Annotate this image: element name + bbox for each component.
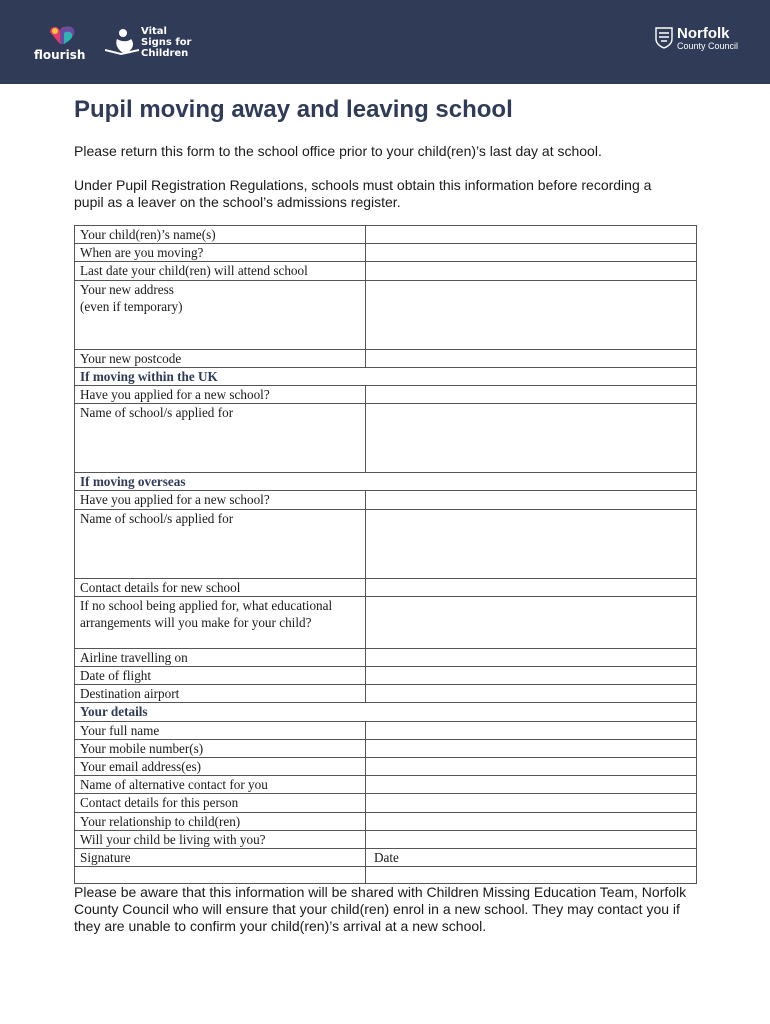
form-row <box>75 667 697 685</box>
date-field[interactable] <box>366 867 697 884</box>
section-heading-uk: If moving within the UK <box>75 367 697 385</box>
field-label: When are you moving? <box>75 244 366 262</box>
field-input[interactable] <box>366 721 697 739</box>
form-row <box>75 648 697 666</box>
field-label: Name of school/s applied for <box>75 404 366 473</box>
field-input[interactable] <box>366 578 697 596</box>
field-input[interactable] <box>366 812 697 830</box>
form-row <box>75 739 697 757</box>
field-label: Name of alternative contact for you <box>75 776 366 794</box>
form-row <box>75 404 697 473</box>
field-input[interactable] <box>366 739 697 757</box>
field-label: Airline travelling on <box>75 648 366 666</box>
form-row <box>75 721 697 739</box>
form-row <box>75 578 697 596</box>
form-row <box>75 262 697 280</box>
signature-field[interactable] <box>75 867 366 884</box>
form-row <box>75 685 697 703</box>
field-input[interactable] <box>366 509 697 578</box>
form-row <box>75 830 697 848</box>
section-row <box>75 367 697 385</box>
field-input[interactable] <box>366 667 697 685</box>
vital-signs-figure-icon <box>105 28 139 58</box>
field-input[interactable] <box>366 830 697 848</box>
norfolk-subtitle: County Council <box>677 41 739 51</box>
field-label: Date of flight <box>75 667 366 685</box>
field-label: Have you applied for a new school? <box>75 386 366 404</box>
date-label: Date <box>366 849 697 867</box>
form-row <box>75 280 697 349</box>
footer-paragraph: Please be aware that this information will be shared with Children Missing Education Team, Norfolk County Council who will ensure that your child(ren) enrol in a new school. They may contact you if they are unable to confirm your child(ren)’s arrival at a new school. <box>74 884 687 934</box>
intro-paragraph-2: Under Pupil Registration Regulations, schools must obtain this information before recording a pupil as a leaver on the school’s admissions register. <box>74 177 652 210</box>
field-input[interactable] <box>366 491 697 509</box>
vital-signs-wordmark: Vital Signs for Children <box>141 26 192 59</box>
field-input[interactable] <box>366 280 697 349</box>
intro-paragraph-1: Please return this form to the school office prior to your child(ren)’s last day at school. <box>74 143 602 159</box>
form-row <box>75 226 697 244</box>
form-row <box>75 349 697 367</box>
field-input[interactable] <box>366 244 697 262</box>
form-row <box>75 812 697 830</box>
field-input[interactable] <box>366 648 697 666</box>
norfolk-crest-icon <box>655 27 673 49</box>
vital-signs-logo <box>105 26 205 62</box>
field-input[interactable] <box>366 685 697 703</box>
header-band <box>0 0 770 84</box>
field-label: Your new address (even if temporary) <box>75 280 366 349</box>
section-row <box>75 473 697 491</box>
field-input[interactable] <box>366 794 697 812</box>
leaver-form-table <box>74 225 697 884</box>
field-input[interactable] <box>366 226 697 244</box>
signature-field-row <box>75 867 697 884</box>
signature-label: Signature <box>75 849 366 867</box>
section-heading-overseas: If moving overseas <box>75 473 697 491</box>
field-label: Your email address(es) <box>75 758 366 776</box>
flourish-wordmark: flourish <box>34 48 86 62</box>
field-label: Contact details for new school <box>75 578 366 596</box>
section-row <box>75 703 697 721</box>
flourish-heart-icon <box>46 24 80 48</box>
field-label: Have you applied for a new school? <box>75 491 366 509</box>
form-row <box>75 596 697 648</box>
form-row <box>75 386 697 404</box>
field-label: Your full name <box>75 721 366 739</box>
form-row <box>75 244 697 262</box>
field-label: Your child(ren)’s name(s) <box>75 226 366 244</box>
field-input[interactable] <box>366 596 697 648</box>
field-label: Your new postcode <box>75 349 366 367</box>
form-row <box>75 776 697 794</box>
field-input[interactable] <box>366 262 697 280</box>
section-heading-your-details: Your details <box>75 703 697 721</box>
field-input[interactable] <box>366 776 697 794</box>
form-row <box>75 509 697 578</box>
field-label: Will your child be living with you? <box>75 830 366 848</box>
form-row <box>75 794 697 812</box>
norfolk-wordmark: Norfolk <box>677 25 730 42</box>
form-row <box>75 491 697 509</box>
field-input[interactable] <box>366 758 697 776</box>
field-label: Last date your child(ren) will attend school <box>75 262 366 280</box>
field-label: Your relationship to child(ren) <box>75 812 366 830</box>
field-label: Destination airport <box>75 685 366 703</box>
field-input[interactable] <box>366 386 697 404</box>
field-input[interactable] <box>366 349 697 367</box>
field-label: Your mobile number(s) <box>75 739 366 757</box>
signature-row <box>75 849 697 867</box>
form-row <box>75 758 697 776</box>
norfolk-logo <box>655 26 750 56</box>
page-title: Pupil moving away and leaving school <box>74 96 513 123</box>
field-label: Name of school/s applied for <box>75 509 366 578</box>
field-label: If no school being applied for, what educational arrangements will you make for your child? <box>75 596 366 648</box>
flourish-logo <box>34 24 94 64</box>
field-label: Contact details for this person <box>75 794 366 812</box>
field-input[interactable] <box>366 404 697 473</box>
